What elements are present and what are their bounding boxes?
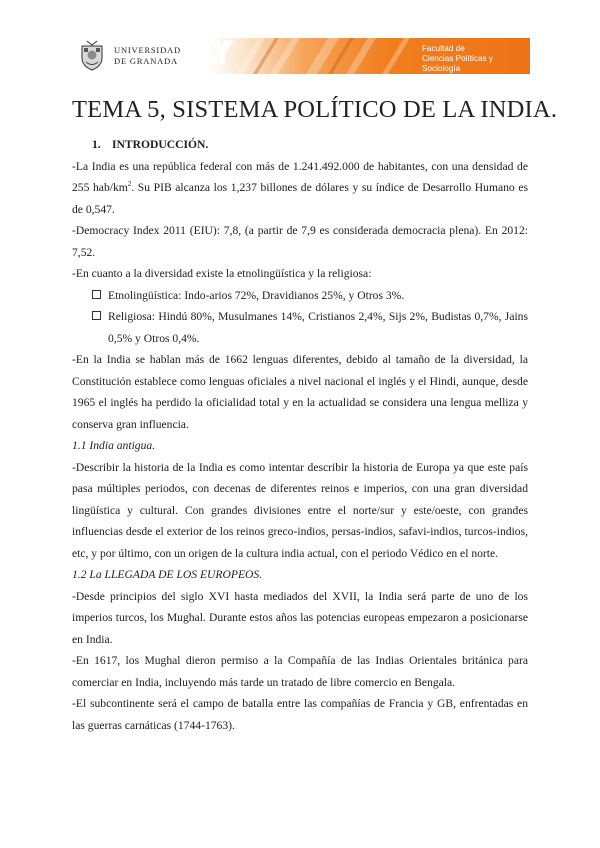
section-title: INTRODUCCIÓN. <box>112 138 209 151</box>
banner-stripes <box>208 38 418 74</box>
paragraph-population: -La India es una república federal con más de 1.241.492.000 de habitantes, con una densidad de 255 hab/$km^2$. Su PIB alcanza los 1,237 billones de dólares y su índice de Desarrollo Humano es de 0,547. <box>72 159 528 216</box>
list-item: Religiosa: Hindú 80%, Musulmanes 14%, Cristianos 2,4%, Sijs 2%, Budistas 0,7%, Jains 0,5% y Otros 0,4%. <box>72 306 528 349</box>
list-item: Etnolingüística: Indo-arios 72%, Dravidianos 25%, y Otros 3%. <box>72 285 528 307</box>
university-logo <box>78 38 198 74</box>
checkbox-bullet-icon <box>92 290 101 299</box>
paragraph-diversity: -En cuanto a la diversidad existe la etnolingüística y la religiosa: <box>72 267 372 280</box>
faculty-logo-icon <box>208 38 236 66</box>
paragraph-carnatic-wars: -El subcontinente será el campo de batalla entre las compañías de Francia y GB, enfrentadas en las guerras carnáticas (1744-1763). <box>72 697 528 732</box>
paragraph-democracy-index: -Democracy Index 2011 (EIU): 7,8, (a partir de 7,9 es considerada democracia plena). En 2012: 7,52. <box>72 224 528 259</box>
document-body <box>72 134 528 736</box>
paragraph-mughal: -Desde principios del siglo XVI hasta mediados del XVII, la India será parte de uno de los imperios turcos, los Mughal. Durante estos años las potencias europeas empezaron a posicionarse en India. <box>72 589 528 646</box>
section-number: 1. <box>92 138 101 151</box>
section-heading <box>72 134 528 156</box>
paragraph-languages: -En la India se hablan más de 1662 lenguas diferentes, debido al tamaño de la diversidad, la Constitución establece como lenguas oficiales a nivel nacional el inglés y el Hindi, aunque, desde 1965 el inglés ha perdido la oficialidad total y en la actualidad se considera una lengua melliza y conserva gran influencia. <box>72 353 528 431</box>
paragraph-east-india-company: -En 1617, los Mughal dieron permiso a la Compañía de las Indias Orientales británica para comerciar en India, incluyendo más tarde un tratado de libre comercio en Bengala. <box>72 654 528 689</box>
page-header <box>78 38 530 74</box>
faculty-banner <box>208 38 530 74</box>
subsection-heading: 1.2 La LLEGADA DE LOS EUROPEOS. <box>72 568 263 581</box>
university-name: UNIVERSIDAD DE GRANADA <box>114 45 181 66</box>
subsection-heading: 1.1 India antigua. <box>72 439 156 452</box>
page-title: TEMA 5, SISTEMA POLÍTICO DE LA INDIA. <box>72 96 558 123</box>
paragraph-history: -Describir la historia de la India es como intentar describir la historia de Europa ya que este país pasa múltiples periodos, con decenas de diferentes reinos e imperios, con una gran diversidad lingüística y cultural. Con grandes divisiones entre el norte/sur y este/oeste, con grandes influencias desde el exterior de los reinos greco-indios, persas-indios, safavi-indios, turcos-indios, etc, y por último, con un origen de la cultura india actual, con el periodo Védico en el norte. <box>72 460 528 560</box>
university-crest-icon <box>78 40 106 72</box>
faculty-name: Facultad de Ciencias Políticas y Sociología <box>422 44 493 73</box>
checkbox-bullet-icon <box>92 311 101 320</box>
